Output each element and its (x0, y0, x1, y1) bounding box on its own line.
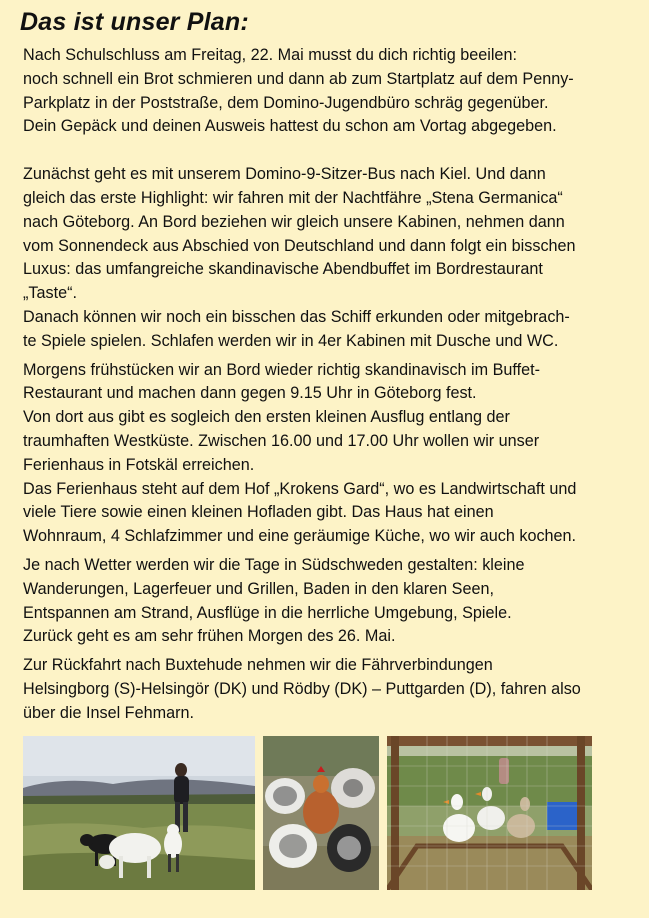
text-line: Von dort aus gibt es sogleich den ersten kleinen Ausflug entlang der (23, 408, 510, 427)
chickens-photo (263, 736, 379, 890)
text-line: noch schnell ein Brot schmieren und dann ab zum Startplatz auf dem Penny- (23, 69, 574, 88)
text-line: über die Insel Fehmarn. (23, 703, 194, 722)
text-line: „Taste“. (23, 284, 77, 303)
text-line: Wanderungen, Lagerfeuer und Grillen, Baden in den klaren Seen, (23, 579, 494, 598)
text-line: Das Ferienhaus steht auf dem Hof „Krokens Gard“, wo es Landwirtschaft und (23, 479, 577, 498)
text-line: Entspannen am Strand, Ausflüge in die herrliche Umgebung, Spiele. (23, 603, 512, 622)
text-line: Zunächst geht es mit unserem Domino-9-Sitzer-Bus nach Kiel. Und dann (23, 165, 546, 184)
text-line: Wohnraum, 4 Schlafzimmer und eine geräumige Küche, wo wir auch kochen. (23, 527, 577, 546)
text-line: Zur Rückfahrt nach Buxtehude nehmen wir die Fährverbindungen (23, 656, 493, 675)
text-line: vom Sonnendeck aus Abschied von Deutschland und dann folgt ein bisschen (23, 236, 576, 255)
text-line: Morgens frühstücken wir an Bord wieder richtig skandinavisch im Buffet- (23, 360, 541, 379)
text-line: Danach können wir noch ein bisschen das Schiff erkunden oder mitgebrach- (23, 307, 570, 326)
text-line: Luxus: das umfangreiche skandinavische Abendbuffet im Bordrestaurant (23, 260, 543, 279)
text-line: Je nach Wetter werden wir die Tage in Südschweden gestalten: kleine (23, 555, 525, 574)
text-line: viele Tiere sowie einen kleinen Hofladen gibt. Das Haus hat einen (23, 503, 494, 522)
text-line: te Spiele spielen. Schlafen werden wir in 4er Kabinen mit Dusche und WC. (23, 331, 559, 350)
ducks-enclosure-photo (387, 736, 592, 890)
text-line: Helsingborg (S)-Helsingör (DK) und Rödby (DK) – Puttgarden (D), fahren also (23, 679, 581, 698)
text-line: nach Göteborg. An Bord beziehen wir gleich unsere Kabinen, nehmen dann (23, 212, 565, 231)
text-line: traumhaften Westküste. Zwischen 16.00 und 17.00 Uhr wollen wir unser (23, 431, 540, 450)
plan-text (23, 44, 633, 726)
text-line: gleich das erste Highlight: wir fahren mit der Nachtfähre „Stena Germanica“ (23, 188, 563, 207)
text-line: Parkplatz in der Poststraße, dem Domino-Jugendbüro schräg gegenüber. (23, 93, 549, 112)
text-line: Restaurant und machen dann gegen 9.15 Uhr in Göteborg fest. (23, 384, 477, 403)
text-line: Dein Gepäck und deinen Ausweis hattest du schon am Vortag abgegeben. (23, 117, 557, 136)
goats-meadow-photo (23, 736, 255, 890)
paragraph-spacer (23, 139, 633, 163)
page-title: Das ist unser Plan: (20, 8, 249, 36)
text-line: Ferienhaus in Fotskäl erreichen. (23, 455, 255, 474)
text-line: Nach Schulschluss am Freitag, 22. Mai musst du dich richtig beeilen: (23, 46, 517, 64)
text-line: Zurück geht es am sehr frühen Morgen des 26. Mai. (23, 627, 396, 646)
